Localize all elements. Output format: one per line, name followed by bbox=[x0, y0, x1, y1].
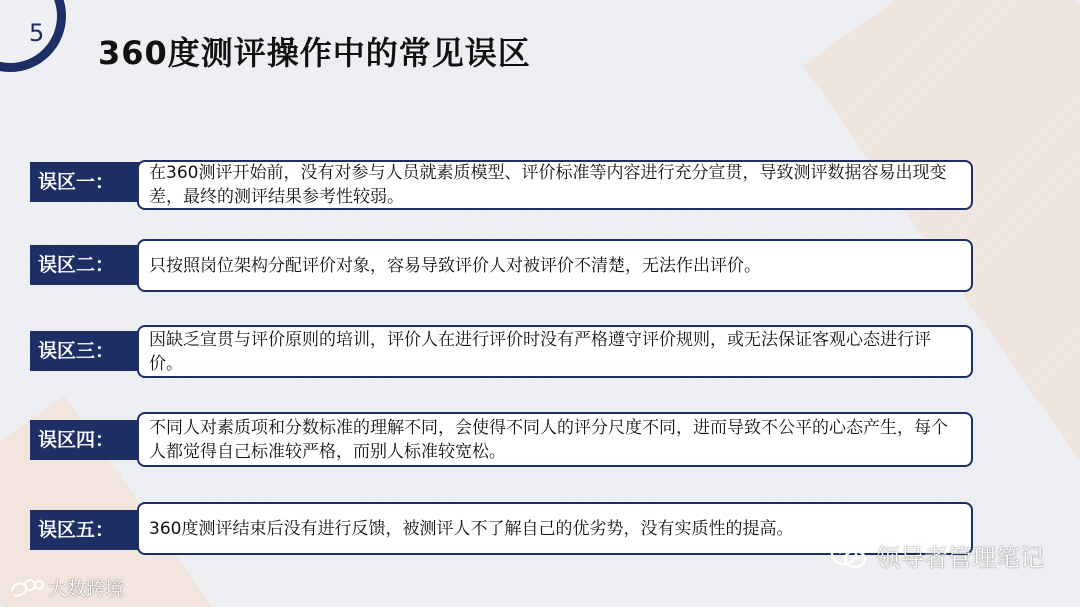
weibo-icon bbox=[8, 577, 44, 599]
page-title: 360度测评操作中的常见误区 bbox=[98, 34, 531, 72]
wechat-icon bbox=[830, 542, 868, 570]
row-text: 在360测评开始前，没有对参与人员就素质模型、评价标准等内容进行充分宣贯，导致测评数据容易出现变差，最终的测评结果参考性较弱。 bbox=[149, 163, 947, 207]
row-label: 误区三： bbox=[30, 331, 142, 371]
row-text-box bbox=[137, 160, 973, 210]
row-text: 只按照岗位架构分配评价对象，容易导致评价人对被评价不清楚，无法作出评价。 bbox=[149, 255, 761, 276]
row-text: 因缺乏宣贯与评价原则的培训，评价人在进行评价时没有严格遵守评价规则，或无法保证客观心态进行评价。 bbox=[149, 329, 931, 374]
row-label: 误区二： bbox=[30, 245, 142, 285]
wechat-watermark bbox=[830, 538, 1044, 573]
weibo-watermark bbox=[8, 574, 124, 601]
slide-number: 5 bbox=[29, 19, 45, 47]
row-text-box bbox=[137, 412, 973, 467]
weibo-watermark-text: 大数跨境 bbox=[48, 578, 125, 600]
wechat-watermark-text: 领导者管理笔记 bbox=[876, 544, 1044, 572]
row-text: 不同人对素质项和分数标准的理解不同，会使得不同人的评分尺度不同，进而导致不公平的心态产生，每个人都觉得自己标准较严格，而别人标准较宽松。 bbox=[149, 417, 948, 462]
row-text-box bbox=[137, 239, 973, 292]
row-text-box bbox=[137, 325, 973, 378]
row-label: 误区四： bbox=[30, 420, 142, 460]
row-text: 360度测评结束后没有进行反馈，被测评人不了解自己的优劣势，没有实质性的提高。 bbox=[149, 518, 794, 539]
row-label: 误区五： bbox=[30, 510, 142, 550]
row-label: 误区一： bbox=[30, 162, 142, 202]
